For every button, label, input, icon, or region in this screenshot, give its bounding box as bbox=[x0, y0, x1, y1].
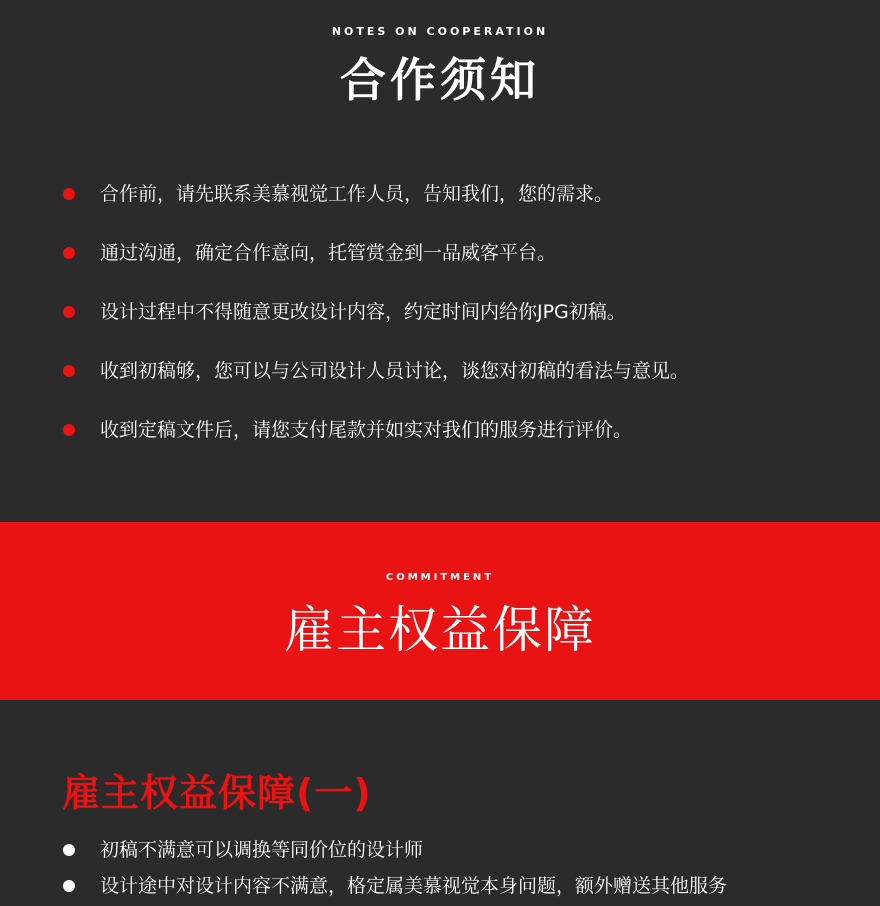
list-item bbox=[62, 412, 842, 471]
note-text: 收到定稿文件后，请您支付尾款并如实对我们的服务进行评价。 bbox=[100, 419, 633, 441]
guarantee-section bbox=[0, 700, 880, 897]
bullet-dot-icon bbox=[63, 844, 75, 856]
guarantee-text: 设计途中对设计内容不满意，格定属美慕视觉本身问题，额外赠送其他服务 bbox=[100, 875, 728, 897]
guarantee-text: 初稿不满意可以调换等同价位的设计师 bbox=[100, 839, 424, 861]
note-text: 通过沟通，确定合作意向，托管赏金到一品威客平台。 bbox=[100, 242, 557, 264]
bullet-dot-icon bbox=[63, 306, 75, 318]
list-item bbox=[62, 235, 842, 294]
list-item bbox=[62, 834, 862, 870]
notes-title: 合作须知 bbox=[340, 53, 540, 107]
note-text: 设计过程中不得随意更改设计内容，约定时间内给你JPG初稿。 bbox=[100, 301, 626, 323]
bullet-dot-icon bbox=[63, 880, 75, 892]
bullet-dot-icon bbox=[63, 247, 75, 259]
bullet-dot-icon bbox=[63, 188, 75, 200]
commitment-title: 雇主权益保障 bbox=[284, 601, 596, 659]
list-item bbox=[62, 353, 842, 412]
list-item bbox=[62, 176, 842, 235]
note-text: 合作前，请先联系美慕视觉工作人员，告知我们，您的需求。 bbox=[100, 183, 614, 205]
list-item bbox=[62, 294, 842, 353]
notes-list bbox=[62, 176, 842, 471]
list-item bbox=[62, 870, 862, 906]
note-text: 收到初稿够，您可以与公司设计人员讨论，谈您对初稿的看法与意见。 bbox=[100, 360, 690, 382]
bullet-dot-icon bbox=[63, 365, 75, 377]
bullet-dot-icon bbox=[63, 424, 75, 436]
guarantee-list bbox=[62, 834, 862, 906]
commitment-kicker: COMMITMENT bbox=[385, 572, 495, 583]
notes-kicker: NOTES ON COOPERATION bbox=[331, 25, 549, 38]
commitment-banner bbox=[0, 522, 880, 700]
guarantee-title: 雇主权益保障(一) bbox=[62, 771, 372, 815]
